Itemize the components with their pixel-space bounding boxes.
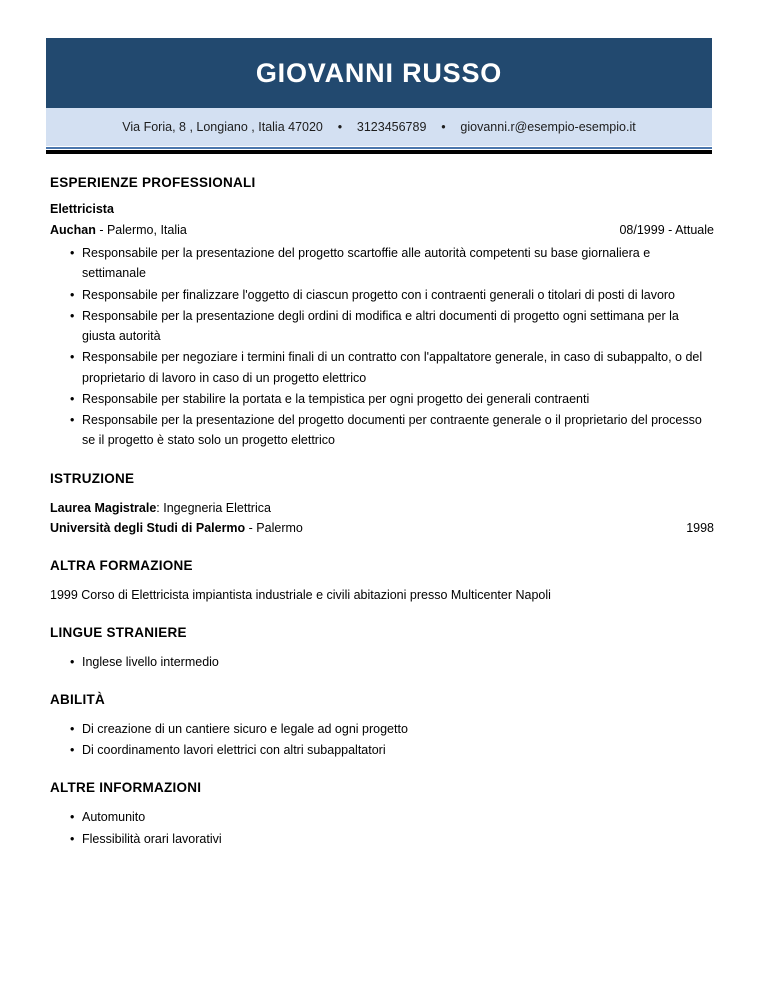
job-title: Elettricista	[50, 202, 114, 216]
contact-separator-1	[323, 120, 357, 134]
education-school-name: Università degli Studi di Palermo	[50, 520, 246, 535]
education-degree-line	[50, 498, 714, 518]
list-item: • Inglese livello intermedio	[50, 652, 714, 672]
job-location: - Palermo, Italia	[95, 223, 187, 237]
list-item: • Di creazione di un cantiere sicuro e legale ad ogni progetto	[50, 719, 714, 739]
section-other-training	[50, 558, 714, 605]
section-languages	[50, 625, 714, 672]
resume-header	[46, 38, 712, 154]
education-school	[50, 518, 303, 538]
section-title-skills: ABILITÀ	[50, 691, 105, 707]
skills-bullet-list	[50, 719, 714, 761]
header-rule-blue	[46, 147, 712, 149]
job-company: Auchan	[50, 223, 96, 237]
section-title-additional-info: ALTRE INFORMAZIONI	[50, 780, 202, 796]
job-employer	[50, 223, 187, 237]
resume-body	[50, 175, 714, 869]
contact-email: giovanni.r@esempio-esempio.it	[460, 120, 636, 134]
section-title-education: ISTRUZIONE	[50, 470, 135, 486]
list-item: • Automunito	[50, 807, 714, 827]
list-item: • Responsabile per stabilire la portata e la tempistica per ogni progetto dei generali contraenti	[50, 389, 714, 409]
section-education	[50, 471, 714, 538]
job-dates: 08/1999 - Attuale	[619, 223, 714, 237]
name-banner	[46, 38, 712, 108]
education-degree-field: : Ingegneria Elettrica	[156, 500, 271, 515]
section-experience	[50, 175, 714, 451]
section-additional-info	[50, 780, 714, 849]
education-school-location: - Palermo	[245, 520, 303, 535]
contact-address: Via Foria, 8 , Longiano , Italia 47020	[122, 120, 323, 134]
list-item: • Responsabile per negoziare i termini finali di un contratto con l'appaltatore generale, in caso di subappalto, o del proprietario di lavoro in caso di un progetto elettrico	[50, 347, 714, 388]
list-item: • Di coordinamento lavori elettrici con altri subappaltatori	[50, 740, 714, 760]
contact-banner	[46, 108, 712, 146]
experience-bullet-list	[50, 243, 714, 451]
education-year: 1998	[686, 520, 714, 535]
job-employer-line	[50, 223, 714, 237]
candidate-name: GIOVANNI RUSSO	[255, 57, 503, 88]
header-rule-black	[46, 150, 712, 154]
list-item: • Responsabile per la presentazione degli ordini di modifica e altri documenti di progetto ogni settimana per la giusta autorità	[50, 306, 714, 347]
other-training-text: 1999 Corso di Elettricista impiantista industriale e civili abitazioni presso Multicenter Napoli	[50, 587, 551, 602]
education-school-line	[50, 518, 714, 538]
contact-phone: 3123456789	[356, 120, 427, 134]
section-skills	[50, 692, 714, 761]
list-item: • Flessibilità orari lavorativi	[50, 829, 714, 849]
section-title-experience: ESPERIENZE PROFESSIONALI	[50, 175, 256, 190]
education-degree-label: Laurea Magistrale	[50, 500, 157, 515]
section-title-other-training: ALTRA FORMAZIONE	[50, 557, 193, 573]
languages-bullet-list	[50, 652, 714, 672]
contact-separator-2	[426, 120, 460, 134]
list-item: • Responsabile per la presentazione del progetto documenti per contraente generale o il proprietario del processo se il progetto è stato solo un progetto elettrico	[50, 410, 714, 451]
list-item: • Responsabile per la presentazione del progetto scartoffie alle autorità competenti su base giornaliera e settimanale	[50, 243, 714, 284]
list-item: • Responsabile per finalizzare l'oggetto di ciascun progetto con i contraenti generali o titolari di posti di lavoro	[50, 285, 714, 305]
additional-bullet-list	[50, 807, 714, 849]
section-title-languages: LINGUE STRANIERE	[50, 624, 187, 640]
